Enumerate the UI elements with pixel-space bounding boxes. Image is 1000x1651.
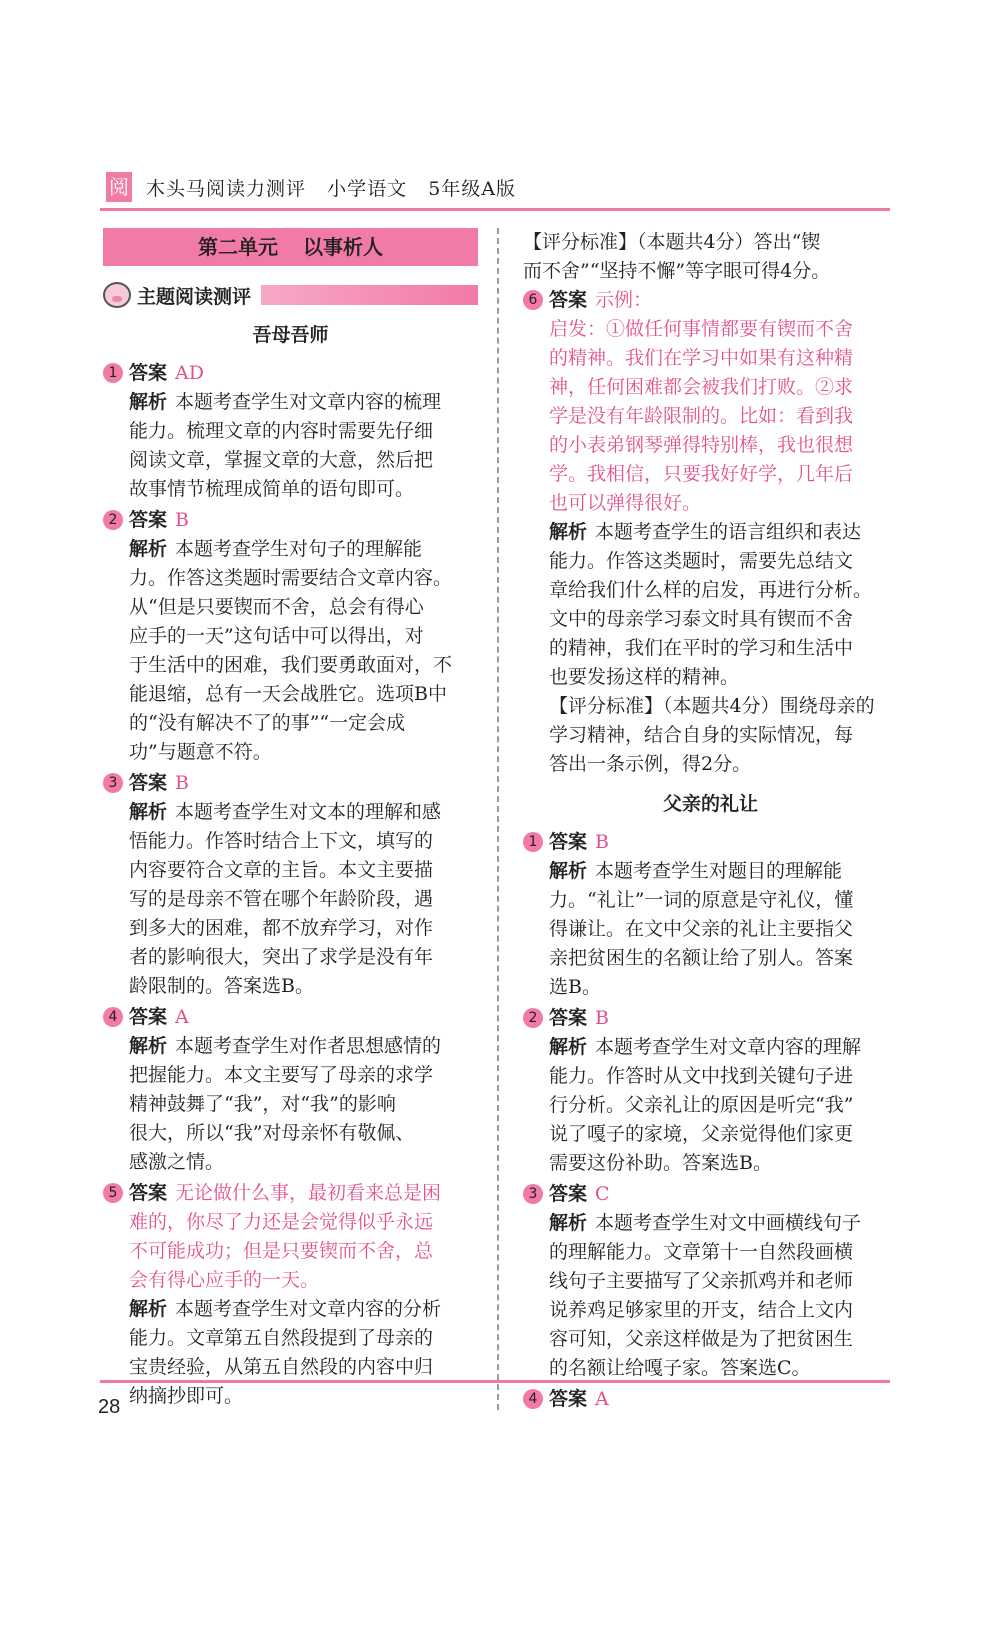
question-2 — [103, 506, 478, 767]
analysis-label: 解析 — [129, 1298, 168, 1320]
answer-line: 难的，你尽了力还是会觉得似乎永远 — [129, 1211, 434, 1233]
answer-value: B — [175, 772, 189, 794]
answer-label: 答案 — [549, 831, 588, 853]
answer-value: C — [595, 1183, 610, 1205]
right-column — [523, 228, 898, 1416]
answer-label: 答案 — [549, 1388, 588, 1410]
analysis-line: 龄限制的。答案选B。 — [129, 975, 314, 997]
analysis-line: 行分析。父亲礼让的原因是听完“我” — [549, 1094, 854, 1116]
score-line: 【评分标准】（本题共4分）答出“锲 — [523, 231, 821, 253]
answer-line: 的精神。我们在学习中如果有这种精 — [549, 347, 854, 369]
analysis-line: 文中的母亲学习泰文时具有锲而不舍 — [549, 608, 854, 630]
score-line: 【评分标准】（本题共4分）围绕母亲的 — [549, 695, 875, 717]
analysis-label: 解析 — [129, 538, 168, 560]
analysis-line: 从“但是只要锲而不舍，总会有得心 — [129, 596, 424, 618]
analysis-label: 解析 — [549, 1212, 588, 1234]
answer-value: AD — [175, 362, 204, 384]
question-4b — [523, 1385, 898, 1414]
answer-label: 答案 — [129, 362, 168, 384]
analysis-line: 内容要符合文章的主旨。本文主要描 — [129, 859, 434, 881]
left-column — [103, 228, 478, 1413]
analysis-line: 得谦让。在文中父亲的礼让主要指父 — [549, 918, 854, 940]
book-logo-icon: 阅 — [106, 172, 132, 202]
analysis-line: 功”与题意不符。 — [129, 741, 272, 763]
article-title-2: 父亲的礼让 — [662, 793, 758, 815]
question-3 — [103, 769, 478, 1001]
analysis-line: 阅读文章，掌握文章的大意，然后把 — [129, 449, 434, 471]
analysis-line: 也要发扬这样的精神。 — [549, 666, 740, 688]
analysis-line: 亲把贫困生的名额让给了别人。答案 — [549, 947, 854, 969]
analysis-line: 本题考查学生对句子的理解能 — [175, 538, 423, 560]
analysis-line: 应手的一天”这句话中可以得出，对 — [129, 625, 424, 647]
analysis-line: 需要这份补助。答案选B。 — [549, 1152, 772, 1174]
analysis-label: 解析 — [549, 1036, 588, 1058]
analysis-line: 的理解能力。文章第十一自然段画横 — [549, 1241, 854, 1263]
question-number: 1 — [103, 363, 123, 383]
scoring-criteria-1 — [523, 228, 898, 286]
analysis-line: 的精神，我们在平时的学习和生活中 — [549, 637, 854, 659]
answer-value: 示例： — [595, 289, 653, 311]
analysis-line: 宝贵经验，从第五自然段的内容中归 — [129, 1356, 434, 1378]
article-title-1: 吾母吾师 — [252, 324, 329, 346]
page-header — [100, 172, 890, 212]
column-divider — [497, 228, 499, 1410]
analysis-line: 能力。作答这类题时，需要先总结文 — [549, 550, 854, 572]
pig-mascot-icon — [103, 282, 131, 308]
analysis-line: 悟能力。作答时结合上下文，填写的 — [129, 830, 434, 852]
answer-label: 答案 — [549, 289, 588, 311]
analysis-line: 故事情节梳理成简单的语句即可。 — [129, 478, 415, 500]
analysis-line: 很大，所以“我”对母亲怀有敬佩、 — [129, 1122, 415, 1144]
scoring-criteria-2 — [523, 692, 898, 779]
question-4 — [103, 1003, 478, 1177]
question-number: 6 — [523, 290, 543, 310]
header-rule — [100, 208, 890, 211]
analysis-line: 本题考查学生的语言组织和表达 — [595, 521, 862, 543]
analysis-line: 的名额让给嘎子家。答案选C。 — [549, 1357, 811, 1379]
analysis-line: 说了嘎子的家境，父亲觉得他们家更 — [549, 1123, 854, 1145]
question-number: 2 — [103, 510, 123, 530]
section-label: 主题阅读测评 — [137, 285, 252, 308]
analysis-label: 解析 — [549, 521, 588, 543]
answer-label: 答案 — [129, 1006, 168, 1028]
answer-line: 会有得心应手的一天。 — [129, 1269, 320, 1291]
question-number: 4 — [523, 1389, 543, 1409]
analysis-line: 精神鼓舞了“我”，对“我”的影响 — [129, 1093, 396, 1115]
question-6 — [523, 286, 898, 779]
question-number: 5 — [103, 1183, 123, 1203]
analysis-line: 把握能力。本文主要写了母亲的求学 — [129, 1064, 434, 1086]
question-number: 3 — [523, 1184, 543, 1204]
question-number: 2 — [523, 1008, 543, 1028]
analysis-line: 本题考查学生对题目的理解能 — [595, 860, 843, 882]
question-1b — [523, 828, 898, 1002]
analysis-line: 的“没有解决不了的事”“一定会成 — [129, 712, 406, 734]
analysis-line: 纳摘抄即可。 — [129, 1385, 244, 1407]
score-line: 而不舍”“坚持不懈”等字眼可得4分。 — [523, 260, 831, 282]
analysis-line: 能退缩，总有一天会战胜它。选项B中 — [129, 683, 447, 705]
answer-line: 的小表弟钢琴弹得特别棒，我也很想 — [549, 434, 854, 456]
answer-value: B — [595, 1007, 609, 1029]
question-number: 4 — [103, 1007, 123, 1027]
question-number: 3 — [103, 773, 123, 793]
analysis-line: 本题考查学生对文章内容的分析 — [175, 1298, 442, 1320]
analysis-line: 本题考查学生对文本的理解和感 — [175, 801, 442, 823]
analysis-label: 解析 — [549, 860, 588, 882]
analysis-line: 写的是母亲不管在哪个年龄阶段，遇 — [129, 888, 434, 910]
section-bar — [261, 285, 478, 305]
answer-line: 神，任何困难都会被我们打败。②求 — [549, 376, 854, 398]
answer-label: 答案 — [549, 1007, 588, 1029]
footer-rule — [100, 1380, 890, 1383]
unit-banner: 第二单元 以事析人 — [103, 228, 478, 266]
answer-value: A — [175, 1006, 189, 1028]
score-line: 学习精神，结合自身的实际情况，每 — [549, 724, 854, 746]
analysis-label: 解析 — [129, 801, 168, 823]
page-number: 28 — [98, 1396, 121, 1418]
analysis-line: 能力。文章第五自然段提到了母亲的 — [129, 1327, 434, 1349]
analysis-line: 说养鸡足够家里的开支，结合上文内 — [549, 1299, 854, 1321]
analysis-line: 容可知，父亲这样做是为了把贫困生 — [549, 1328, 854, 1350]
answer-label: 答案 — [549, 1183, 588, 1205]
section-heading — [103, 280, 478, 310]
answer-value: A — [595, 1388, 609, 1410]
analysis-line: 选B。 — [549, 976, 601, 998]
answer-line: 也可以弹得很好。 — [549, 492, 702, 514]
answer-value: B — [595, 831, 609, 853]
analysis-label: 解析 — [129, 391, 168, 413]
answer-line: 学是没有年龄限制的。比如：看到我 — [549, 405, 854, 427]
analysis-label: 解析 — [129, 1035, 168, 1057]
question-1 — [103, 359, 478, 504]
question-2b — [523, 1004, 898, 1178]
analysis-line: 本题考查学生对作者思想感情的 — [175, 1035, 442, 1057]
analysis-line: 力。作答这类题时需要结合文章内容。 — [129, 567, 453, 589]
answer-label: 答案 — [129, 509, 168, 531]
answer-line: 不可能成功；但是只要锲而不舍，总 — [129, 1240, 434, 1262]
analysis-line: 于生活中的困难，我们要勇敢面对，不 — [129, 654, 453, 676]
question-3b — [523, 1180, 898, 1383]
question-5 — [103, 1179, 478, 1411]
analysis-line: 线句子主要描写了父亲抓鸡并和老师 — [549, 1270, 854, 1292]
answer-line: 学。我相信，只要我好好学，几年后 — [549, 463, 854, 485]
answer-line: 启发：①做任何事情都要有锲而不舍 — [549, 318, 854, 340]
analysis-line: 本题考查学生对文中画横线句子 — [595, 1212, 862, 1234]
analysis-line: 到多大的困难，都不放弃学习，对作 — [129, 917, 434, 939]
answer-label: 答案 — [129, 772, 168, 794]
answer-value: B — [175, 509, 189, 531]
book-title: 木头马阅读力测评 小学语文 5年级A版 — [146, 178, 517, 200]
score-line: 答出一条示例，得2分。 — [549, 753, 752, 775]
answer-line: 无论做什么事，最初看来总是困 — [175, 1182, 442, 1204]
analysis-line: 者的影响很大，突出了求学是没有年 — [129, 946, 434, 968]
analysis-line: 能力。梳理文章的内容时需要先仔细 — [129, 420, 434, 442]
analysis-line: 本题考查学生对文章内容的理解 — [595, 1036, 862, 1058]
analysis-line: 章给我们什么样的启发，再进行分析。 — [549, 579, 873, 601]
analysis-line: 能力。作答时从文中找到关键句子进 — [549, 1065, 854, 1087]
analysis-line: 力。“礼让”一词的原意是守礼仪，懂 — [549, 889, 854, 911]
analysis-line: 本题考查学生对文章内容的梳理 — [175, 391, 442, 413]
answer-label: 答案 — [129, 1182, 168, 1204]
question-number: 1 — [523, 832, 543, 852]
analysis-line: 感激之情。 — [129, 1151, 225, 1173]
